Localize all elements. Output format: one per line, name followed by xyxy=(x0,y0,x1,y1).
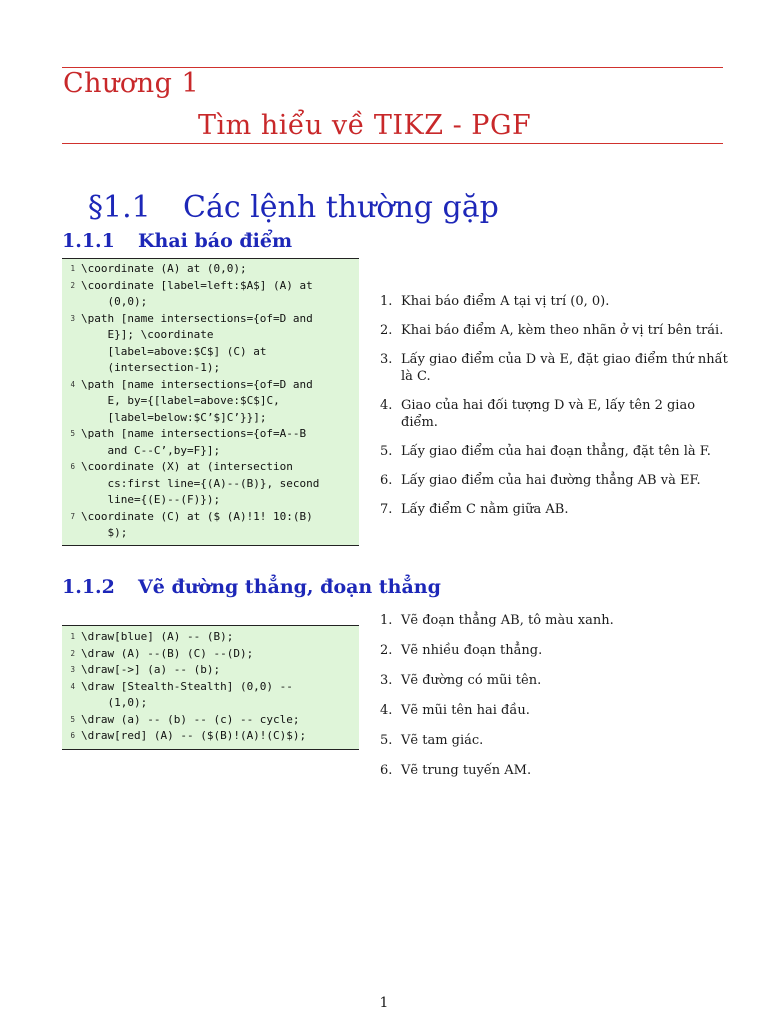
code-line xyxy=(70,712,359,729)
line-number: 2 xyxy=(70,648,75,658)
code-text: \draw (A) --(B) (C) --(D); xyxy=(81,646,254,660)
code-text: \draw [Stealth-Stealth] (0,0) -- (1,0); xyxy=(81,679,293,709)
line-number: 3 xyxy=(70,665,75,674)
list-item-number: 6. xyxy=(380,473,393,488)
subsection-number: 1.1.1 xyxy=(62,230,115,252)
page-number: 1 xyxy=(379,995,389,1011)
line-number: 4 xyxy=(70,681,75,691)
list-item-text: Khai báo điểm A, kèm theo nhãn ở vị trí bên trái. xyxy=(401,323,724,338)
code-line xyxy=(70,426,359,459)
code-text: \coordinate [label=left:$A$] (A) at (0,0); xyxy=(81,278,313,308)
code-text: \coordinate (C) at ($ (A)!1! 10:(B) $); xyxy=(81,509,313,539)
line-number: 3 xyxy=(70,313,75,323)
list-item-number: 2. xyxy=(380,323,393,338)
list-item-number: 4. xyxy=(380,703,393,718)
code-text: \coordinate (X) at (intersection cs:first line={(A)--(B)}, second line={(E)--(F)}); xyxy=(81,460,320,506)
list-item xyxy=(380,397,730,431)
line-number: 4 xyxy=(70,379,75,389)
code-text: \draw[blue] (A) -- (B); xyxy=(81,630,234,643)
line-number: 1 xyxy=(70,632,75,641)
list-item xyxy=(380,672,730,689)
list-item-number: 4. xyxy=(380,398,393,413)
line-number: 2 xyxy=(70,280,75,290)
list-item xyxy=(380,732,730,749)
code-line xyxy=(70,261,359,278)
list-item xyxy=(380,501,730,518)
line-number: 1 xyxy=(70,264,75,273)
code-text: \path [name intersections={of=D and E, by={[label=above:$C$]C, [label=below:$C’$]C’}}]; xyxy=(81,377,313,424)
list-item-number: 2. xyxy=(380,643,393,658)
list-item xyxy=(380,322,730,339)
subsection-heading-2 xyxy=(62,576,441,598)
list-item-number: 5. xyxy=(380,733,393,748)
code-line xyxy=(70,509,359,542)
subsection-title: Vẽ đường thẳng, đoạn thẳng xyxy=(138,576,441,598)
list-item-text: Vẽ đoạn thẳng AB, tô màu xanh. xyxy=(401,613,614,628)
list-item-text: Vẽ đường có mũi tên. xyxy=(401,673,542,688)
list-item-text: Vẽ nhiều đoạn thẳng. xyxy=(401,643,543,658)
code-text: \draw[red] (A) -- ($(B)!(A)!(C)$); xyxy=(81,729,307,742)
list-item xyxy=(380,351,730,385)
list-item-number: 3. xyxy=(380,352,393,367)
chapter-bottom-rule xyxy=(62,143,723,144)
code-listing-1 xyxy=(62,258,359,546)
list-item-text: Giao của hai đối tượng D và E, lấy tên 2 giao điểm. xyxy=(401,398,696,430)
section-title: Các lệnh thường gặp xyxy=(183,190,499,225)
code-line xyxy=(70,662,359,679)
list-item-number: 5. xyxy=(380,444,393,459)
chapter-label: Chương 1 xyxy=(63,68,200,99)
list-item-text: Lấy giao điểm của D và E, đặt giao điểm thứ nhất là C. xyxy=(401,352,728,384)
explanation-list-1 xyxy=(380,293,730,530)
list-item-number: 1. xyxy=(380,294,393,309)
code-listing-2 xyxy=(62,625,359,750)
line-number: 5 xyxy=(70,714,75,724)
list-item xyxy=(380,762,730,779)
code-line xyxy=(70,728,359,745)
line-number: 7 xyxy=(70,511,75,521)
line-number: 6 xyxy=(70,462,75,471)
list-item-text: Vẽ mũi tên hai đầu. xyxy=(401,703,530,718)
code-line xyxy=(70,629,359,646)
list-item-number: 7. xyxy=(380,502,393,517)
line-number: 6 xyxy=(70,731,75,740)
list-item-number: 1. xyxy=(380,613,393,628)
subsection-heading-1 xyxy=(62,230,292,252)
subsection-number: 1.1.2 xyxy=(62,576,115,598)
list-item-text: Khai báo điểm A tại vị trí (0, 0). xyxy=(401,294,610,309)
list-item xyxy=(380,472,730,489)
code-line xyxy=(70,311,359,377)
code-line xyxy=(70,278,359,311)
line-number: 5 xyxy=(70,429,75,438)
list-item xyxy=(380,702,730,719)
explanation-list-2 xyxy=(380,612,730,792)
list-item-text: Lấy giao điểm của hai đoạn thẳng, đặt tên là F. xyxy=(401,444,711,459)
code-line xyxy=(70,459,359,509)
code-line xyxy=(70,646,359,663)
list-item-number: 3. xyxy=(380,673,393,688)
chapter-title: Tìm hiểu về TIKZ - PGF xyxy=(198,110,532,141)
subsection-title: Khai báo điểm xyxy=(138,230,293,252)
list-item xyxy=(380,293,730,310)
code-line xyxy=(70,679,359,712)
section-heading xyxy=(88,190,499,225)
list-item xyxy=(380,443,730,460)
code-text: \path [name intersections={of=A--B and C--C’,by=F}]; xyxy=(81,427,307,457)
code-text: \path [name intersections={of=D and E}]; \coordinate [label=above:$C$] (C) at (intersection-1); xyxy=(81,311,313,374)
code-text: \draw[->] (a) -- (b); xyxy=(81,663,221,676)
code-line xyxy=(70,377,359,427)
list-item-text: Lấy điểm C nằm giữa AB. xyxy=(401,502,569,517)
list-item xyxy=(380,642,730,659)
list-item-text: Vẽ trung tuyến AM. xyxy=(401,763,532,778)
list-item-text: Vẽ tam giác. xyxy=(401,733,484,748)
code-text: \coordinate (A) at (0,0); xyxy=(81,262,247,275)
section-number: §1.1 xyxy=(88,190,151,225)
list-item-number: 6. xyxy=(380,763,393,778)
list-item xyxy=(380,612,730,629)
list-item-text: Lấy giao điểm của hai đường thẳng AB và EF. xyxy=(401,473,701,488)
code-text: \draw (a) -- (b) -- (c) -- cycle; xyxy=(81,712,300,726)
